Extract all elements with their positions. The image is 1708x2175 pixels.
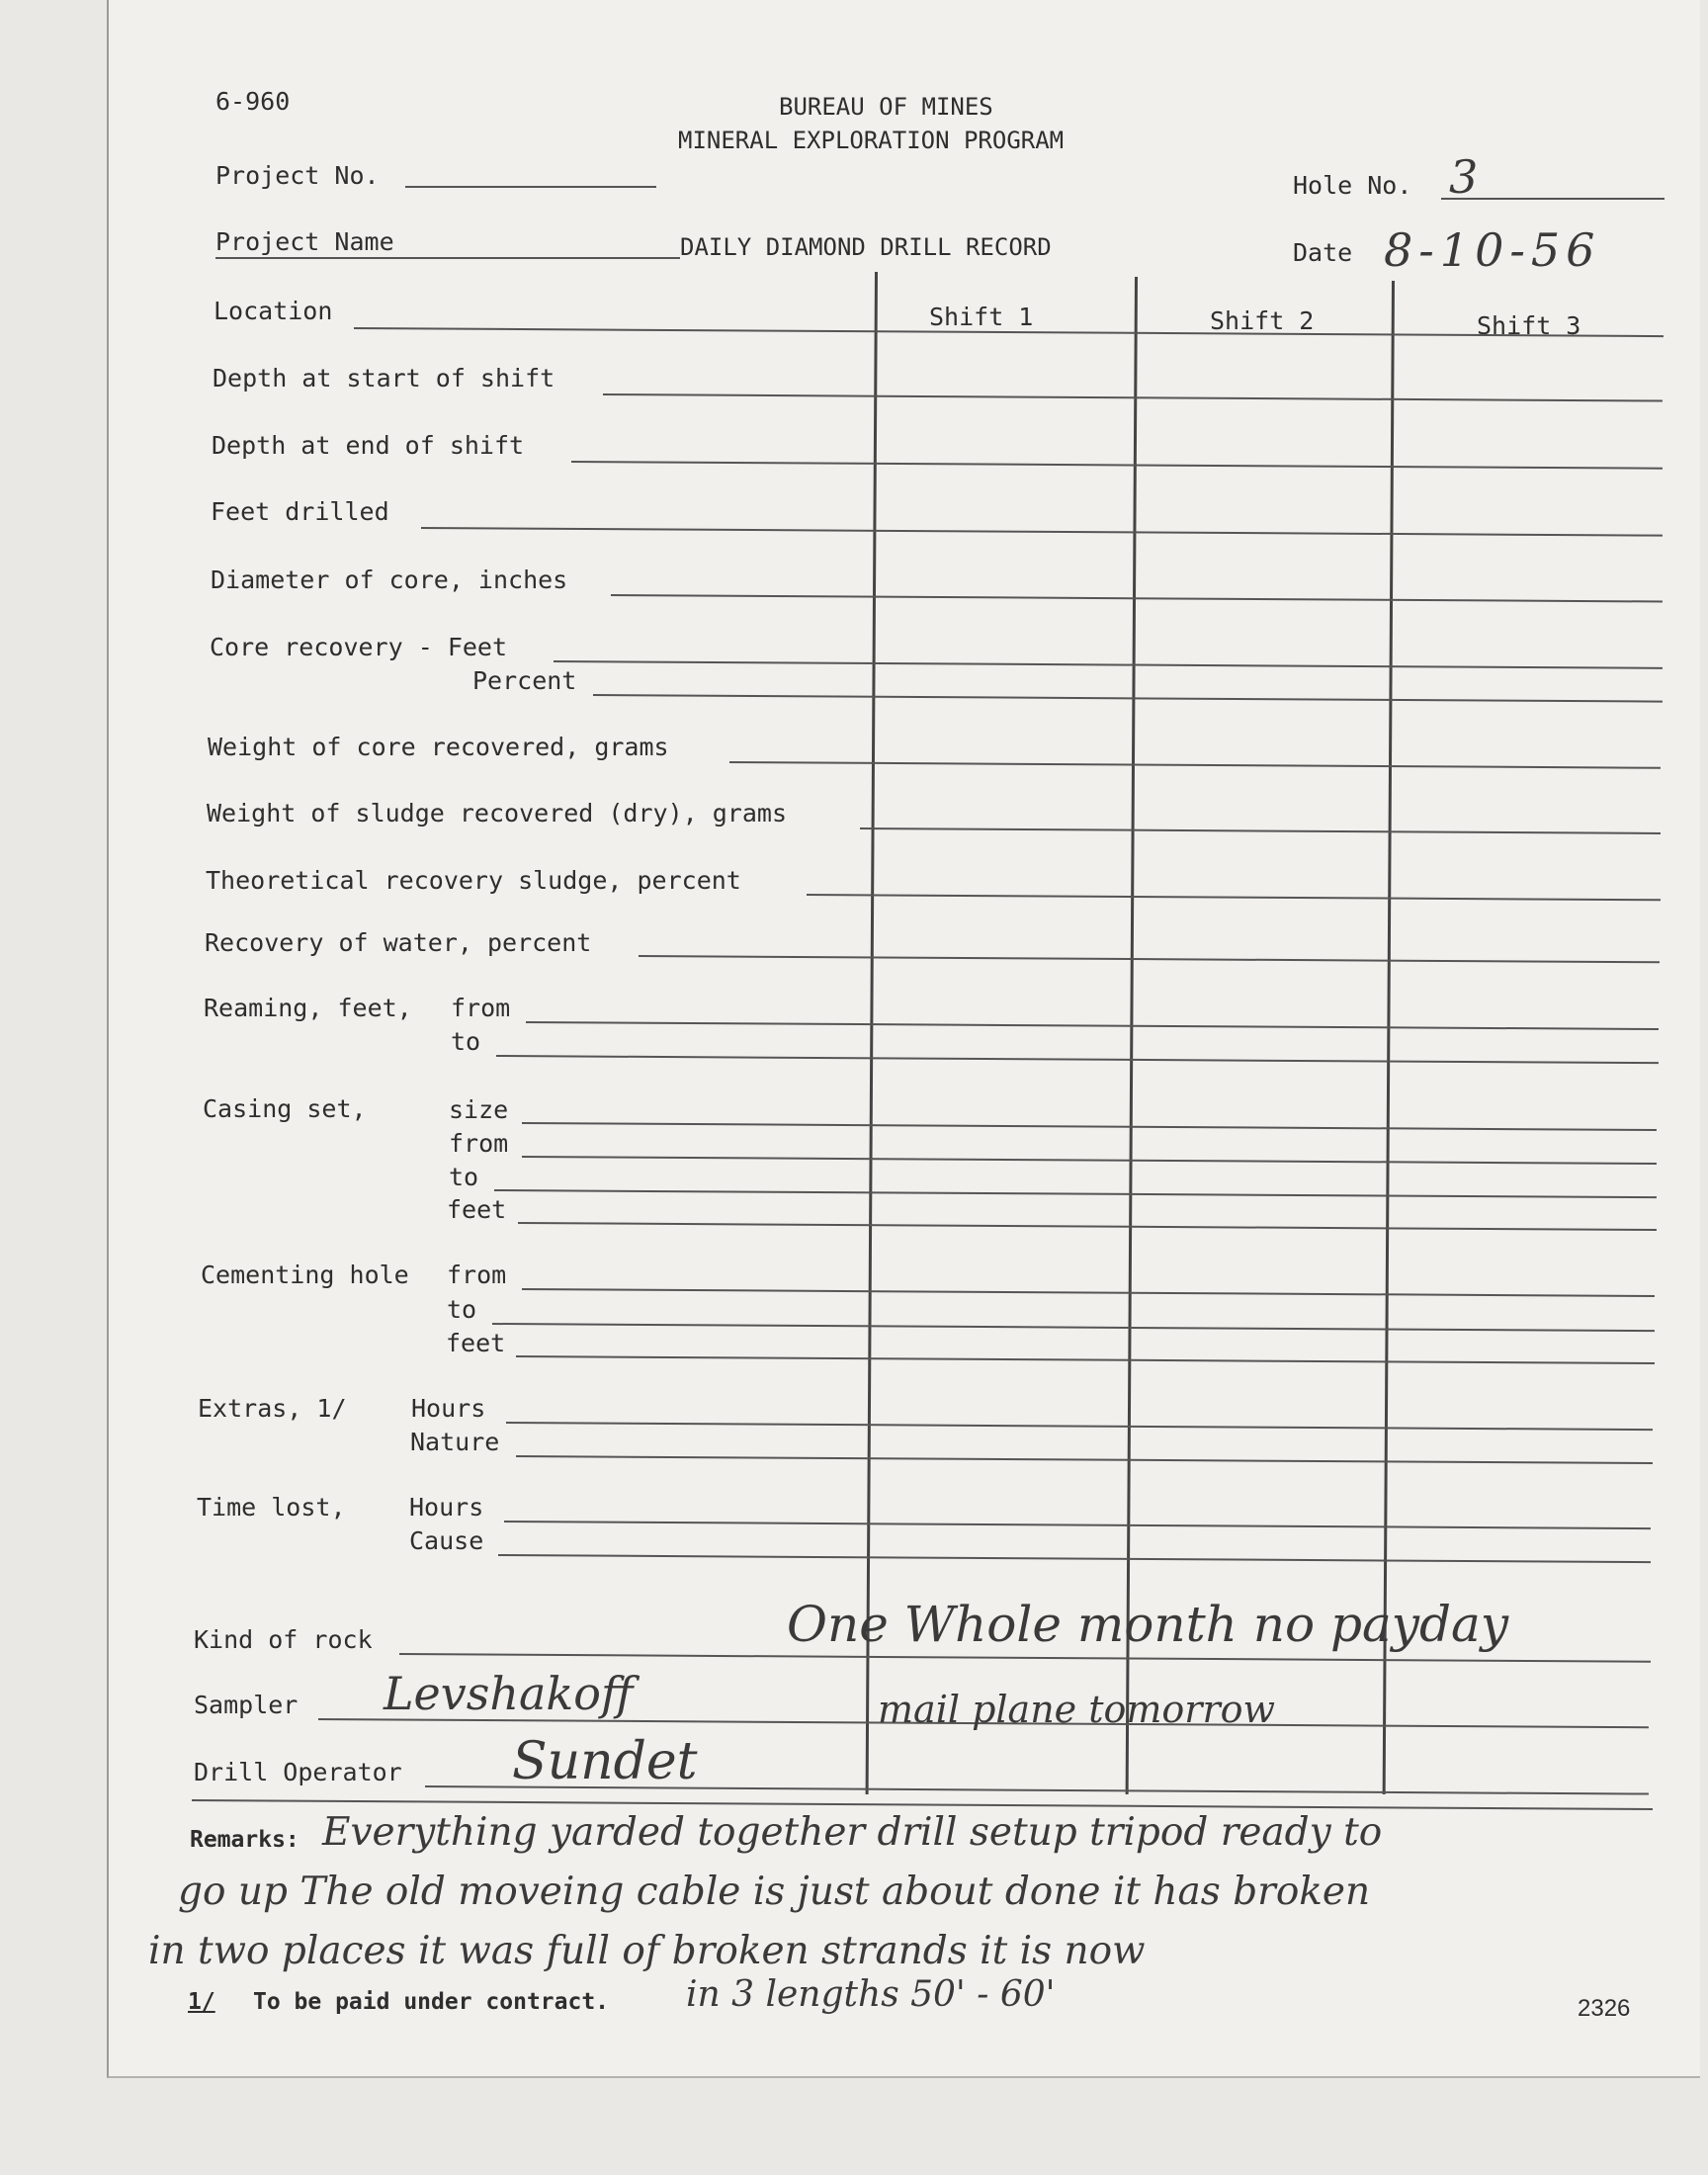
remarks-line-2: go up The old moveing cable is just about done it has broken <box>178 1870 1371 1914</box>
row-label-weight-sludge: Weight of sludge recovered (dry), grams <box>207 799 787 827</box>
row-label-core-recovery: Core recovery - Feet <box>210 633 508 661</box>
row-label-casing-from: from <box>449 1129 509 1158</box>
row-label-extras-hours: Hours <box>411 1394 486 1423</box>
row-label-cementing: Cementing hole <box>201 1261 409 1289</box>
footnote-marker: 1/ <box>188 1989 215 2015</box>
column-header-shift-2: Shift 2 <box>1210 306 1315 335</box>
program-title: MINERAL EXPLORATION PROGRAM <box>678 127 1065 154</box>
hole-no-field[interactable] <box>1441 198 1665 200</box>
row-label-casing-feet: feet <box>447 1195 507 1224</box>
date-label: Date <box>1293 238 1353 267</box>
footnote-handwritten-tail: in 3 lengths 50' - 60' <box>686 1974 1056 2015</box>
handwritten-note-line-1: One Whole month no payday <box>787 1596 1509 1653</box>
row-label-extras: Extras, 1/ <box>198 1394 347 1423</box>
hole-no-label: Hole No. <box>1293 171 1412 200</box>
row-label-time-lost-cause: Cause <box>409 1526 484 1555</box>
row-label-reaming-from: from <box>451 994 511 1022</box>
row-label-time-lost: Time lost, <box>197 1493 346 1522</box>
row-label-casing-size: size <box>449 1095 509 1124</box>
row-label-time-lost-hours: Hours <box>409 1493 484 1522</box>
remarks-label: Remarks: <box>190 1827 299 1853</box>
footnote-text: To be paid under contract. <box>253 1989 610 2015</box>
date-value: 8-10-56 <box>1384 223 1601 277</box>
row-label-depth-start: Depth at start of shift <box>213 364 555 392</box>
column-header-shift-1: Shift 1 <box>929 303 1034 331</box>
remarks-line-1: Everything yarded together drill setup tripod ready to <box>322 1810 1383 1855</box>
handwritten-operator: Sundet <box>512 1732 698 1791</box>
row-label-sampler: Sampler <box>194 1691 299 1719</box>
row-label-theoretical: Theoretical recovery sludge, percent <box>206 866 741 895</box>
row-label-extras-nature: Nature <box>410 1428 500 1456</box>
document-number: 2326 <box>1578 1995 1631 2022</box>
row-label-reaming: Reaming, feet, <box>204 994 412 1022</box>
row-label-percent: Percent <box>472 666 577 695</box>
hole-no-value: 3 <box>1449 150 1479 204</box>
project-no-label: Project No. <box>215 161 380 190</box>
header-rule <box>215 257 680 259</box>
row-label-depth-end: Depth at end of shift <box>212 431 525 460</box>
handwritten-note-line-2: mail plane tomorrow <box>878 1688 1276 1731</box>
record-title: DAILY DIAMOND DRILL RECORD <box>680 233 1052 261</box>
row-label-feet-drilled: Feet drilled <box>211 497 389 526</box>
form-number: 6-960 <box>215 87 291 116</box>
remarks-line-3: in two places it was full of broken strands it is now <box>148 1929 1146 1973</box>
row-label-drill-operator: Drill Operator <box>194 1758 402 1786</box>
project-no-field[interactable] <box>405 186 656 188</box>
row-label-cementing-from: from <box>447 1261 507 1289</box>
agency-title: BUREAU OF MINES <box>779 93 993 121</box>
project-name-label: Project Name <box>215 227 394 256</box>
row-label-kind-of-rock: Kind of rock <box>194 1625 373 1654</box>
handwritten-sampler: Levshakoff <box>384 1667 634 1720</box>
row-label-casing: Casing set, <box>203 1094 367 1123</box>
row-label-weight-core: Weight of core recovered, grams <box>208 733 669 761</box>
row-label-water: Recovery of water, percent <box>205 928 592 957</box>
row-label-location: Location <box>214 297 333 325</box>
column-header-shift-3: Shift 3 <box>1477 311 1581 340</box>
row-label-reaming-to: to <box>451 1027 481 1056</box>
row-label-cementing-feet: feet <box>446 1329 506 1357</box>
row-label-casing-to: to <box>449 1163 479 1191</box>
row-label-cementing-to: to <box>447 1295 477 1324</box>
row-label-diameter: Diameter of core, inches <box>211 566 568 594</box>
